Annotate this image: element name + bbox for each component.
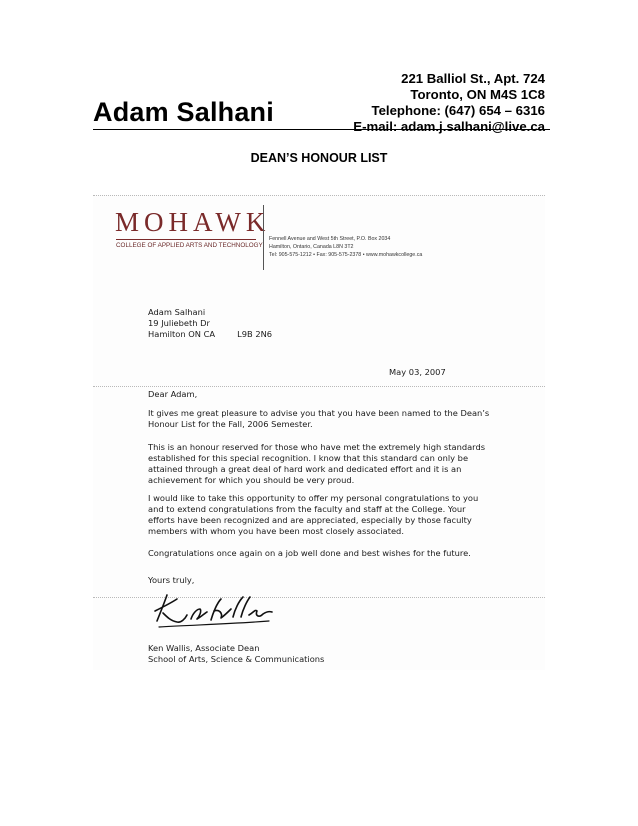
paragraph-line: achievement for which you should be very proud. <box>148 475 355 485</box>
paragraph-line: members with whom you have been most closely associated. <box>148 526 404 536</box>
scanned-letter <box>93 195 545 670</box>
signer-department: School of Arts, Science & Communications <box>148 654 325 664</box>
college-address-line: Tel: 905-575-1212 • Fax: 905-575-2378 • www.mohawkcollege.ca <box>269 251 423 258</box>
paragraph-line: Congratulations once again on a job well done and best wishes for the future. <box>148 548 471 558</box>
salutation: Dear Adam, <box>148 389 198 399</box>
letterhead-divider <box>263 205 264 270</box>
recipient-city-line <box>148 329 272 340</box>
paragraph-line: Honour List for the Fall, 2006 Semester. <box>148 419 313 429</box>
paragraph-line: I would like to take this opportunity to offer my personal congratulations to you <box>148 493 479 503</box>
recipient-name: Adam Salhani <box>148 307 206 317</box>
paragraph-4 <box>148 548 471 559</box>
closing: Yours truly, <box>148 575 195 585</box>
signer-name-title: Ken Wallis, Associate Dean <box>148 643 260 653</box>
recipient-postal-code: L9B 2N6 <box>237 329 273 339</box>
contact-street: 221 Balliol St., Apt. 724 <box>401 71 545 86</box>
mohawk-logo-wordmark: MOHAWK <box>115 207 271 237</box>
letter-date: May 03, 2007 <box>389 367 446 377</box>
recipient-address <box>148 307 272 340</box>
college-address-line: Fennell Avenue and West 5th Street, P.O. Box 2034 <box>269 236 391 242</box>
signer-block <box>148 643 324 665</box>
paragraph-line: efforts have been recognized and are appreciated, especially by those faculty <box>148 515 472 525</box>
college-address-line: Hamilton, Ontario, Canada L8N 3T2 <box>269 243 354 250</box>
mohawk-logo-subtitle: COLLEGE OF APPLIED ARTS AND TECHNOLOGY <box>116 239 256 249</box>
scan-artifact-line <box>93 386 545 387</box>
recipient-street: 19 Juliebeth Dr <box>148 318 210 328</box>
recipient-city: Hamilton ON CA <box>148 329 216 339</box>
paragraph-line: It gives me great pleasure to advise you that you have been named to the Dean’s <box>148 408 490 418</box>
applicant-name: Adam Salhani <box>93 97 274 127</box>
handwritten-signature <box>151 591 276 631</box>
document-title: DEAN’S HONOUR LIST <box>250 151 388 165</box>
paragraph-line: established for this special recognition. I know that this standard can only be <box>148 453 469 463</box>
paragraph-line: and to extend congratulations from the faculty and staff at the College. Your <box>148 504 466 514</box>
paragraph-line: This is an honour reserved for those who have met the extremely high standards <box>148 442 486 452</box>
scan-artifact-line <box>93 195 545 196</box>
college-address <box>269 236 422 259</box>
paragraph-line: attained through a great deal of hard work and dedicated effort and it is an <box>148 464 462 474</box>
header-divider <box>93 129 550 130</box>
paragraph-3 <box>148 493 478 537</box>
contact-block <box>353 71 545 135</box>
contact-city: Toronto, ON M4S 1C8 <box>410 87 545 102</box>
contact-email: E-mail: adam.j.salhani@live.ca <box>353 119 545 134</box>
contact-telephone: Telephone: (647) 654 – 6316 <box>371 103 545 118</box>
paragraph-1 <box>148 408 489 430</box>
paragraph-2 <box>148 442 485 486</box>
